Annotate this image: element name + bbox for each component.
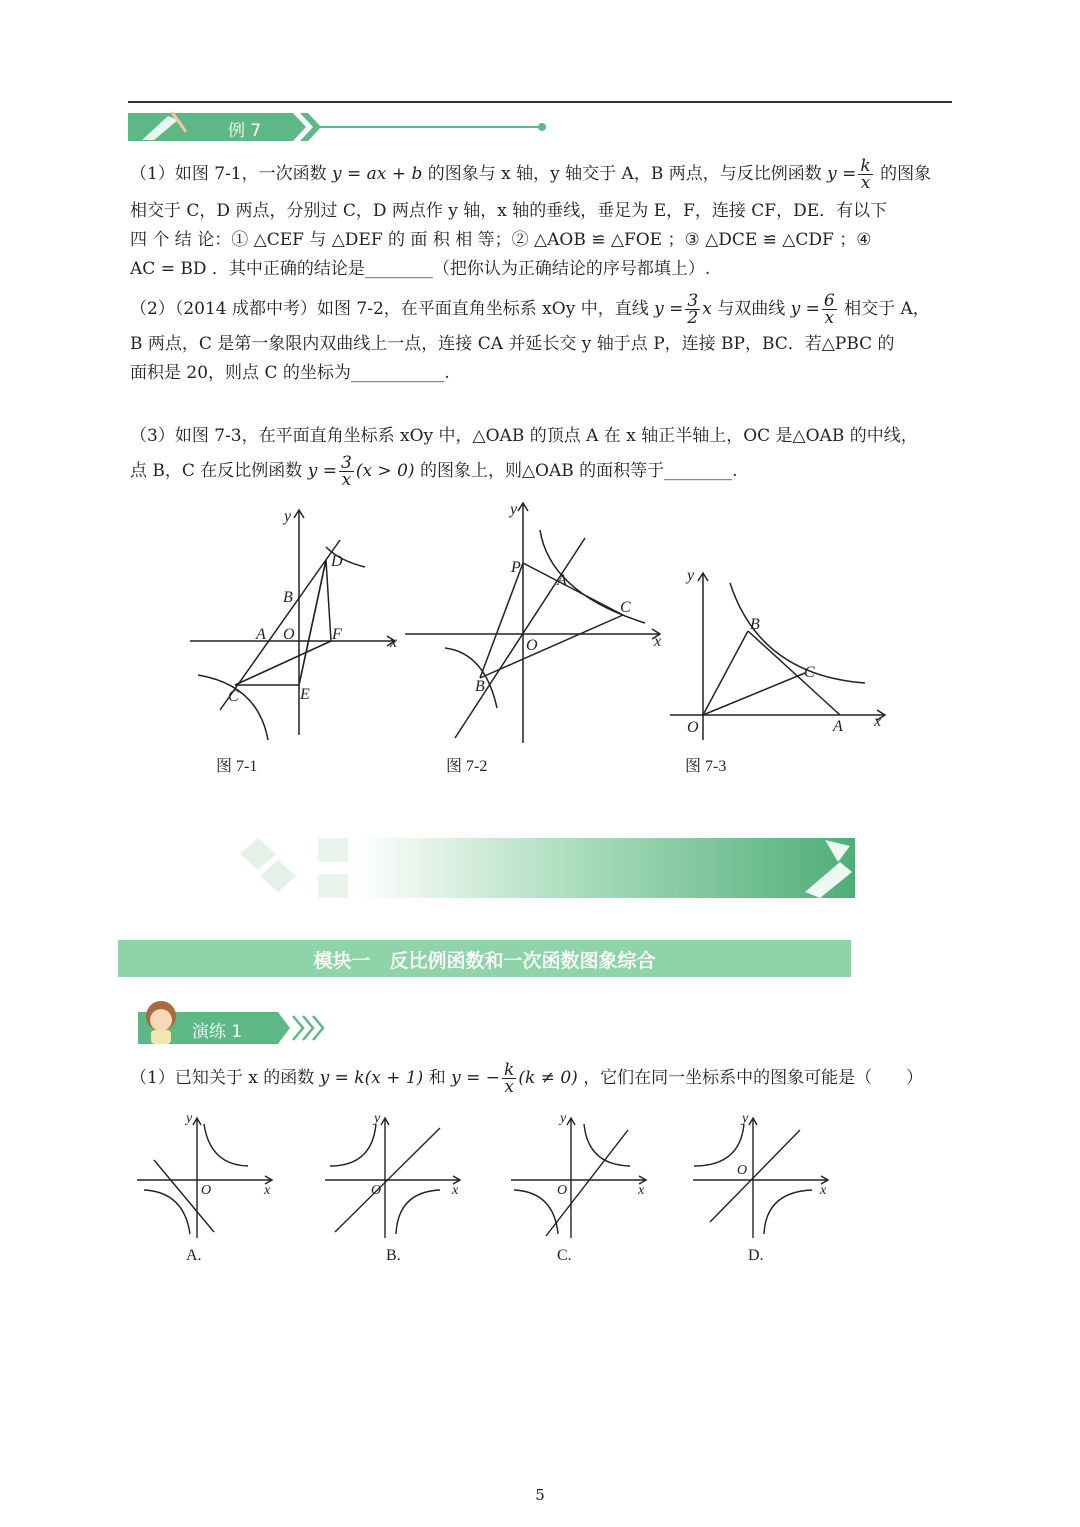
option-d-label[interactable]: D. (748, 1247, 764, 1264)
fig3-label-O: O (687, 719, 699, 736)
optA-y: y (186, 1111, 193, 1126)
fig2-label-x: x (654, 633, 662, 650)
avatar-face (150, 1009, 172, 1031)
optD-x: x (820, 1183, 827, 1198)
fraction-6-over-x: $\frac{6}{x}$ (823, 291, 835, 328)
segment-BC (480, 615, 623, 678)
p2-line3: 面积是 20，则点 C 的坐标为___________. (130, 363, 450, 383)
quad-CEDF (235, 560, 331, 685)
option-b-graph (320, 1110, 470, 1240)
example-part3 (130, 422, 952, 488)
practice-label: 演练 1 (192, 1022, 243, 1042)
optB-O: O (371, 1183, 382, 1198)
hyperbola-branch-2 (445, 648, 497, 708)
fig1-label-C: C (228, 688, 239, 705)
option-b-label[interactable]: B. (386, 1247, 401, 1264)
fig1-label-E: E (300, 686, 310, 703)
p1-line3: 四 个 结 论：① △CEF 与 △DEF 的 面 积 相 等；② △AOB ≌ △FOE ；③ △DCE ≌ △CDF ；④ (130, 230, 872, 250)
option-d-graph (688, 1110, 838, 1240)
example-label: 例 7 (228, 121, 262, 141)
fig1-label-O: O (283, 626, 295, 643)
fig2-label-y: y (510, 501, 518, 518)
fig2-label-P: P (511, 559, 521, 576)
fig2-label-C: C (620, 599, 631, 616)
segment-PC (523, 563, 623, 615)
example-part1 (130, 158, 952, 284)
segment-CF (235, 641, 331, 685)
p3-line1: （3）如图 7-3，在平面直角坐标系 xOy 中，△OAB 的顶点 A 在 x 轴正半轴上，OC 是△OAB 的中线， (130, 426, 918, 446)
optD-O: O (737, 1163, 748, 1178)
optB-y: y (374, 1111, 381, 1126)
option-c-graph (506, 1110, 656, 1240)
p1-line2: 相交于 C，D 两点，分别过 C，D 两点作 y 轴，x 轴的垂线，垂足为 E，F，连接 CF，DE．有以下 (130, 201, 888, 221)
option-c-label[interactable]: C. (557, 1247, 572, 1264)
optA-O: O (201, 1183, 212, 1198)
optC-y: y (560, 1111, 567, 1126)
option-a-label[interactable]: A. (186, 1247, 202, 1264)
optD-y: y (742, 1111, 749, 1126)
fraction-k-over-x: $\frac{k}{x}$ (860, 156, 871, 193)
module-header-decoration (220, 832, 860, 904)
avatar-body (151, 1030, 171, 1044)
option-a-graph (132, 1110, 282, 1240)
fig3-label-x: x (874, 713, 882, 730)
caption-fig-7-3: 图 7-3 (685, 758, 727, 775)
fig2-label-A: A (557, 572, 567, 589)
figure-7-3 (665, 565, 890, 745)
caption-fig-7-1: 图 7-1 (216, 758, 258, 775)
top-rule (128, 101, 952, 103)
fig3-label-y: y (687, 567, 695, 584)
example-part2 (130, 293, 952, 388)
figure-7-2 (405, 498, 670, 748)
segment-OC (703, 673, 805, 715)
fig1-label-A: A (256, 626, 266, 643)
optC-O: O (557, 1183, 568, 1198)
figure-7-1 (190, 505, 405, 745)
fig3-label-C: C (804, 664, 815, 681)
segment-BA (748, 631, 840, 715)
fig2-label-B: B (475, 678, 485, 695)
p2-line1: （2）（2014 成都中考）如图 7-2，在平面直角坐标系 xOy 中，直线 y = $\frac{3}{2}$ x 与双曲线 y = $\frac{6}{x}$ 相交于 A， (130, 291, 930, 328)
fraction-k-over-x-neg: $\frac{k}{x}$ (504, 1060, 515, 1097)
fraction-3-over-2: $\frac{3}{2}$ (687, 291, 699, 328)
fig1-label-x: x (390, 634, 398, 651)
p1-line1: （1）如图 7-1，一次函数 y = ax + b 的图象与 x 轴，y 轴交于 A，B 两点，与反比例函数 y = $\frac{k}{x}$ 的图象 (130, 156, 932, 193)
p3-line2: 点 B，C 在反比例函数 y = $\frac{3}{x}$ (x > 0) 的图象上，则△OAB 的面积等于________. (130, 453, 738, 490)
fig1-label-y: y (284, 508, 292, 525)
segment-OB (703, 631, 748, 715)
optB-x: x (452, 1183, 459, 1198)
module-title: 模块一 反比例函数和一次函数图象综合 (313, 950, 656, 972)
p1-line4: AC = BD ．其中正确的结论是________（把你认为正确结论的序号都填上）. (130, 259, 711, 279)
fig3-label-B: B (750, 616, 760, 633)
fraction-3-over-x: $\frac{3}{x}$ (340, 453, 352, 490)
fig2-label-O: O (526, 637, 538, 654)
fig1-label-F: F (332, 626, 342, 643)
caption-fig-7-2: 图 7-2 (446, 758, 488, 775)
optC-x: x (638, 1183, 645, 1198)
p2-line2: B 两点，C 是第一象限内双曲线上一点，连接 CA 并延长交 y 轴于点 P，连接 BP，BC．若△PBC 的 (130, 334, 895, 354)
practice-question: （1）已知关于 x 的函数 y = k(x + 1) 和 y = − $\frac{k}{x}$ (k ≠ 0) ，它们在同一坐标系中的图象可能是（ ） (130, 1060, 924, 1097)
fig1-label-D: D (331, 553, 343, 570)
example-banner (128, 110, 548, 144)
segment-PB (480, 563, 523, 678)
page-number: 5 (535, 1486, 545, 1504)
optA-x: x (264, 1183, 271, 1198)
fig1-label-B: B (283, 589, 293, 606)
fig3-label-A: A (833, 718, 843, 735)
